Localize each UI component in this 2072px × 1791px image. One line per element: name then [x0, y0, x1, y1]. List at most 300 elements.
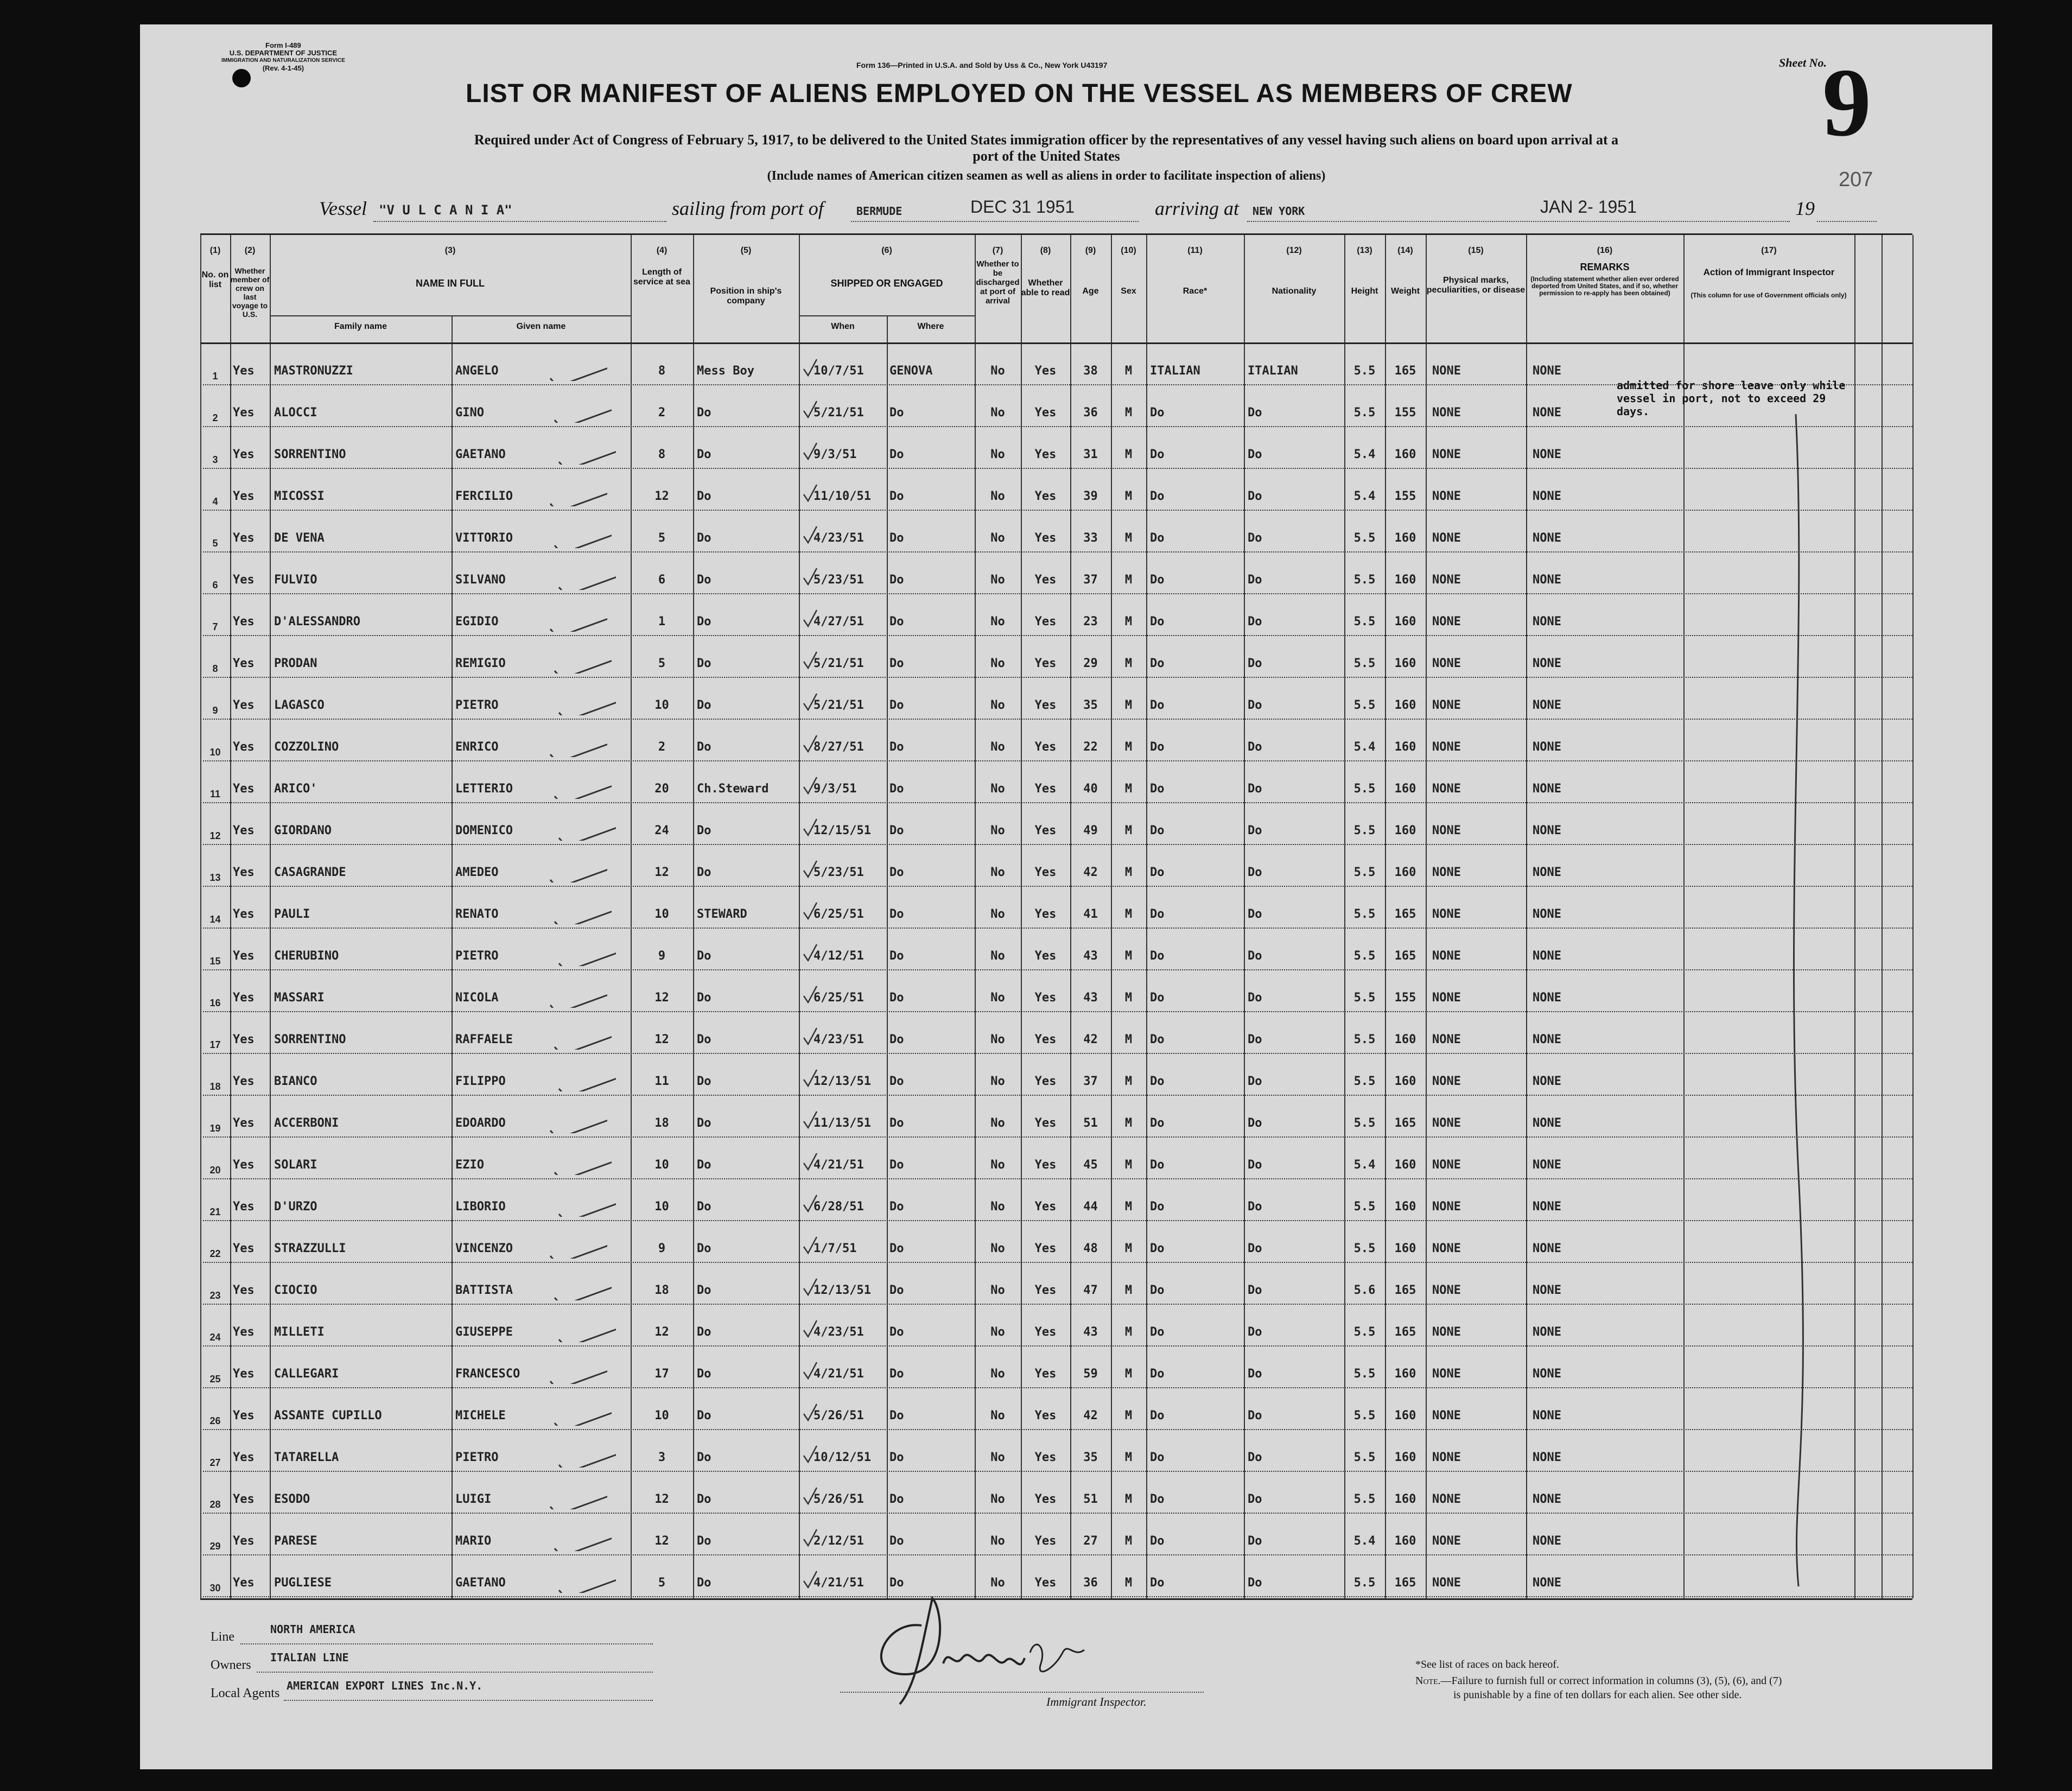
cell-nat: Do — [1248, 406, 1262, 420]
year-label: 19 — [1795, 198, 1815, 219]
col-header-marks: Physical marks, peculiarities, or disease — [1426, 276, 1526, 295]
cell-marks: NONE — [1432, 490, 1461, 503]
table-row — [200, 1430, 1912, 1472]
cell-n: 4 — [212, 496, 218, 507]
cell-service: 3 — [658, 1451, 666, 1464]
cell-race: Do — [1150, 657, 1165, 670]
cell-family: ASSANTE CUPILLO — [274, 1409, 382, 1422]
col-header-crew: Whether member of crew on last voyage to U.S. — [230, 266, 270, 319]
cell-n: 22 — [209, 1248, 221, 1259]
cell-when: 4/23/51 — [813, 1325, 864, 1339]
cell-read: Yes — [1034, 1200, 1057, 1214]
col-header-action: Action of Immigrant Inspector — [1703, 267, 1835, 277]
cell-service: 17 — [654, 1367, 669, 1381]
cell-family: MICOSSI — [274, 490, 325, 503]
cell-remarks: NONE — [1533, 824, 1561, 837]
cell-when: 6/28/51 — [813, 1200, 864, 1214]
cell-n: 20 — [209, 1165, 221, 1176]
col-header-remarks-note: (Including statement whether alien ever ordered deported from United States, and if so, whether permission to re-apply has been obtained) — [1530, 275, 1679, 297]
table-row — [200, 1347, 1912, 1388]
cell-service: 5 — [658, 1576, 666, 1590]
col-header-no: No. on list — [201, 270, 229, 289]
cell-height: 5.4 — [1353, 740, 1376, 754]
tick-icon — [803, 441, 862, 462]
cell-service: 24 — [654, 824, 669, 837]
cell-n: 5 — [212, 538, 218, 549]
cell-read: Yes — [1034, 782, 1057, 796]
cell-nat: Do — [1248, 949, 1262, 963]
col-header-race: Race* — [1183, 287, 1207, 296]
cell-n: 24 — [209, 1332, 221, 1343]
col-header-remarks: REMARKS — [1580, 262, 1630, 272]
cell-family: GIORDANO — [274, 824, 332, 837]
cell-position: Do — [697, 1576, 711, 1590]
cell-when: 5/26/51 — [813, 1409, 864, 1422]
cell-read: Yes — [1034, 573, 1057, 587]
col-num-16: (16) — [1597, 246, 1613, 255]
cell-disch: No — [990, 573, 1005, 587]
cell-weight: 160 — [1394, 1492, 1416, 1506]
cell-age: 42 — [1083, 1033, 1098, 1046]
cell-crew: Yes — [233, 1492, 255, 1506]
cell-disch: No — [990, 1242, 1005, 1255]
cell-where: Do — [889, 531, 904, 545]
cell-sex: M — [1124, 1284, 1133, 1297]
cell-weight: 165 — [1394, 907, 1416, 921]
check-mark-icon — [556, 1195, 616, 1217]
cell-race: Do — [1150, 1325, 1165, 1339]
cell-where: Do — [889, 1576, 904, 1590]
check-mark-icon — [552, 1279, 612, 1300]
cell-when: 4/23/51 — [813, 1033, 864, 1046]
race-note: *See list of races on back hereof. — [1415, 1659, 1559, 1671]
cell-race: Do — [1150, 740, 1165, 754]
cell-position: Do — [697, 448, 711, 461]
cell-position: Do — [697, 949, 711, 963]
cell-age: 45 — [1083, 1158, 1098, 1172]
cell-family: CALLEGARI — [274, 1367, 339, 1381]
col-header-weight: Weight — [1390, 287, 1420, 296]
cell-height: 5.5 — [1353, 949, 1376, 963]
cell-nat: Do — [1248, 1200, 1262, 1214]
cell-where: Do — [889, 490, 904, 503]
cell-position: Do — [697, 698, 711, 712]
cell-position: Do — [697, 657, 711, 670]
cell-where: Do — [889, 406, 904, 420]
cell-sex: M — [1124, 1325, 1133, 1339]
cell-nat: Do — [1248, 1492, 1262, 1506]
cell-where: Do — [889, 824, 904, 837]
cell-sex: M — [1124, 949, 1133, 963]
cell-age: 47 — [1083, 1284, 1098, 1297]
cell-nat: Do — [1248, 1284, 1262, 1297]
col-num-4: (4) — [656, 246, 668, 255]
check-mark-icon — [548, 1488, 607, 1509]
cell-remarks: NONE — [1533, 657, 1561, 670]
cell-remarks: NONE — [1533, 1325, 1561, 1339]
cell-marks: NONE — [1432, 1242, 1461, 1255]
cell-service: 12 — [654, 1534, 669, 1548]
cell-race: Do — [1150, 1492, 1165, 1506]
cell-nat: Do — [1248, 657, 1262, 670]
cell-sex: M — [1124, 991, 1133, 1005]
cell-read: Yes — [1034, 1576, 1057, 1590]
cell-nat: Do — [1248, 490, 1262, 503]
cell-n: 2 — [212, 412, 218, 423]
cell-n: 28 — [209, 1499, 221, 1510]
col-num-2: (2) — [244, 246, 256, 255]
cell-position: Do — [697, 490, 711, 503]
cell-height: 5.4 — [1353, 1534, 1376, 1548]
cell-read: Yes — [1034, 1367, 1057, 1381]
cell-age: 33 — [1083, 531, 1098, 545]
cell-n: 9 — [212, 705, 218, 716]
check-mark-icon — [552, 652, 612, 674]
cell-nat: Do — [1248, 1409, 1262, 1422]
cell-crew: Yes — [233, 1116, 255, 1130]
cell-nat: Do — [1248, 1158, 1262, 1172]
cell-read: Yes — [1034, 615, 1057, 628]
col-num-7: (7) — [992, 246, 1003, 255]
vessel-label: Vessel — [319, 198, 367, 219]
cell-position: Do — [697, 1242, 711, 1255]
cell-family: CIOCIO — [274, 1284, 317, 1297]
cell-nat: Do — [1248, 698, 1262, 712]
cell-given: ANGELO — [455, 364, 499, 378]
cell-marks: NONE — [1432, 1284, 1461, 1297]
cell-disch: No — [990, 949, 1005, 963]
cell-service: 8 — [658, 448, 666, 461]
cell-where: Do — [889, 1451, 904, 1464]
cell-given: GAETANO — [455, 1576, 506, 1590]
tick-icon — [803, 1402, 862, 1424]
cell-height: 5.5 — [1353, 1576, 1376, 1590]
cell-nat: Do — [1248, 615, 1262, 628]
cell-disch: No — [990, 782, 1005, 796]
cell-where: GENOVA — [889, 364, 933, 378]
cell-sex: M — [1124, 866, 1133, 879]
cell-weight: 160 — [1394, 1451, 1416, 1464]
cell-age: 41 — [1083, 907, 1098, 921]
table-row — [200, 469, 1912, 511]
cell-weight: 160 — [1394, 1367, 1416, 1381]
cell-race: ITALIAN — [1150, 364, 1200, 378]
tick-icon — [803, 1193, 862, 1215]
col-num-6: (6) — [881, 246, 892, 255]
cell-crew: Yes — [233, 1409, 255, 1422]
cell-age: 43 — [1083, 991, 1098, 1005]
cell-crew: Yes — [233, 1075, 255, 1088]
cell-sex: M — [1124, 1451, 1133, 1464]
inspector-label: Immigrant Inspector. — [1046, 1695, 1147, 1709]
cell-position: Do — [697, 1158, 711, 1172]
fine-note-text: —Failure to furnish full or correct information in columns (3), (5), (6), and (7) — [1440, 1675, 1782, 1687]
dept-line: U.S. DEPARTMENT OF JUSTICE — [229, 49, 338, 57]
cell-service: 18 — [654, 1116, 669, 1130]
col-header-height: Height — [1351, 287, 1378, 296]
cell-sex: M — [1124, 1367, 1133, 1381]
cell-when: 9/3/51 — [813, 782, 857, 796]
check-mark-icon — [548, 735, 607, 757]
cell-crew: Yes — [233, 907, 255, 921]
cell-given: EDOARDO — [455, 1116, 506, 1130]
cell-when: 2/12/51 — [813, 1534, 864, 1548]
cell-age: 38 — [1083, 364, 1098, 378]
cell-n: 23 — [209, 1290, 221, 1301]
cell-age: 29 — [1083, 657, 1098, 670]
cell-nat: Do — [1248, 1242, 1262, 1255]
cell-read: Yes — [1034, 657, 1057, 670]
cell-race: Do — [1150, 1200, 1165, 1214]
cell-position: STEWARD — [697, 907, 747, 921]
cell-age: 37 — [1083, 1075, 1098, 1088]
vessel-name: "V U L C A N I A" — [379, 202, 512, 218]
cell-nat: Do — [1248, 531, 1262, 545]
cell-when: 12/13/51 — [813, 1075, 871, 1088]
tick-icon — [803, 691, 862, 713]
cell-age: 37 — [1083, 573, 1098, 587]
cell-height: 5.5 — [1353, 657, 1376, 670]
cell-nat: Do — [1248, 866, 1262, 879]
cell-weight: 160 — [1394, 1075, 1416, 1088]
table-row — [200, 1054, 1912, 1096]
table-row — [200, 1179, 1912, 1221]
cell-service: 20 — [654, 782, 669, 796]
cell-weight: 160 — [1394, 1033, 1416, 1046]
cell-service: 8 — [658, 364, 666, 378]
cell-marks: NONE — [1432, 949, 1461, 963]
cell-given: PIETRO — [455, 1451, 499, 1464]
manifest-sheet — [140, 24, 1992, 1769]
cell-race: Do — [1150, 991, 1165, 1005]
cell-position: Do — [697, 531, 711, 545]
table-row — [200, 845, 1912, 887]
cell-race: Do — [1150, 1158, 1165, 1172]
cell-where: Do — [889, 1284, 904, 1297]
cell-height: 5.4 — [1353, 448, 1376, 461]
tick-icon — [803, 566, 862, 588]
cell-disch: No — [990, 531, 1005, 545]
cell-family: DE VENA — [274, 531, 325, 545]
cell-given: LETTERIO — [455, 782, 513, 796]
cell-n: 29 — [209, 1541, 221, 1552]
cell-n: 15 — [209, 956, 221, 967]
tick-icon — [803, 1235, 862, 1256]
cell-age: 27 — [1083, 1534, 1098, 1548]
cell-age: 59 — [1083, 1367, 1098, 1381]
cell-disch: No — [990, 1033, 1005, 1046]
cell-crew: Yes — [233, 740, 255, 754]
cell-remarks: NONE — [1533, 1284, 1561, 1297]
owners-label: Owners — [211, 1658, 251, 1672]
cell-given: LUIGI — [455, 1492, 492, 1506]
cell-family: MILLETI — [274, 1325, 325, 1339]
cell-read: Yes — [1034, 531, 1057, 545]
cell-nat: Do — [1248, 1325, 1262, 1339]
check-mark-icon — [552, 903, 612, 924]
cell-marks: NONE — [1432, 1367, 1461, 1381]
cell-race: Do — [1150, 448, 1165, 461]
check-mark-icon — [548, 986, 607, 1008]
tick-icon — [803, 1151, 862, 1173]
cell-height: 5.5 — [1353, 1116, 1376, 1130]
check-mark-icon — [556, 568, 616, 590]
cell-where: Do — [889, 1116, 904, 1130]
cell-given: MARIO — [455, 1534, 492, 1548]
cell-weight: 165 — [1394, 364, 1416, 378]
cell-crew: Yes — [233, 1534, 255, 1548]
line-label: Line — [211, 1630, 234, 1644]
cell-sex: M — [1124, 1200, 1133, 1214]
cell-read: Yes — [1034, 740, 1057, 754]
cell-weight: 160 — [1394, 1200, 1416, 1214]
cell-when: 4/21/51 — [813, 1576, 864, 1590]
col-num-12: (12) — [1286, 246, 1302, 255]
sailing-port: BERMUDE — [856, 205, 902, 218]
cell-remarks: NONE — [1533, 1242, 1561, 1255]
col-header-when: When — [831, 322, 855, 331]
cell-where: Do — [889, 991, 904, 1005]
cell-where: Do — [889, 782, 904, 796]
cell-read: Yes — [1034, 1242, 1057, 1255]
cell-given: RAFFAELE — [455, 1033, 513, 1046]
form-id-block — [221, 42, 345, 72]
cell-crew: Yes — [233, 991, 255, 1005]
cell-read: Yes — [1034, 824, 1057, 837]
cell-crew: Yes — [233, 1325, 255, 1339]
cell-service: 10 — [654, 1409, 669, 1422]
cell-disch: No — [990, 1451, 1005, 1464]
cell-where: Do — [889, 907, 904, 921]
cell-race: Do — [1150, 1075, 1165, 1088]
cell-read: Yes — [1034, 406, 1057, 420]
cell-crew: Yes — [233, 490, 255, 503]
cell-where: Do — [889, 1325, 904, 1339]
cell-weight: 165 — [1394, 949, 1416, 963]
cell-weight: 165 — [1394, 1325, 1416, 1339]
table-row — [200, 1514, 1912, 1555]
cell-nat: Do — [1248, 907, 1262, 921]
cell-where: Do — [889, 1075, 904, 1088]
cell-position: Ch.Steward — [697, 782, 769, 796]
tick-icon — [803, 900, 862, 922]
cell-when: 4/12/51 — [813, 949, 864, 963]
cell-service: 2 — [658, 406, 666, 420]
cell-height: 5.5 — [1353, 573, 1376, 587]
table-row — [200, 1472, 1912, 1514]
cell-disch: No — [990, 1325, 1005, 1339]
table-row — [200, 594, 1912, 636]
cell-given: PIETRO — [455, 698, 499, 712]
cell-remarks: NONE — [1533, 949, 1561, 963]
cell-where: Do — [889, 1492, 904, 1506]
cell-disch: No — [990, 1284, 1005, 1297]
cell-family: CHERUBINO — [274, 949, 339, 963]
cell-where: Do — [889, 866, 904, 879]
cell-marks: NONE — [1432, 657, 1461, 670]
table-row — [200, 1388, 1912, 1430]
cell-when: 5/26/51 — [813, 1492, 864, 1506]
col-num-10: (10) — [1121, 246, 1136, 255]
sailing-date: DEC 31 1951 — [970, 197, 1075, 217]
cell-height: 5.5 — [1353, 824, 1376, 837]
table-row — [200, 636, 1912, 678]
cell-family: D'URZO — [274, 1200, 317, 1214]
col-header-family: Family name — [334, 322, 387, 331]
cell-family: FULVIO — [274, 573, 317, 587]
cell-position: Do — [697, 1367, 711, 1381]
col-num-14: (14) — [1397, 246, 1413, 255]
cell-disch: No — [990, 698, 1005, 712]
cell-marks: NONE — [1432, 1534, 1461, 1548]
cell-n: 6 — [212, 580, 218, 590]
cell-marks: NONE — [1432, 907, 1461, 921]
cell-given: NICOLA — [455, 991, 499, 1005]
cell-age: 43 — [1083, 1325, 1098, 1339]
cell-remarks: NONE — [1533, 698, 1561, 712]
table-row — [200, 427, 1912, 469]
cell-service: 12 — [654, 1033, 669, 1046]
cell-sex: M — [1124, 1158, 1133, 1172]
cell-n: 25 — [209, 1374, 221, 1384]
cell-n: 3 — [212, 454, 218, 465]
col-num-8: (8) — [1040, 246, 1051, 255]
cell-remarks: NONE — [1533, 1116, 1561, 1130]
cell-crew: Yes — [233, 866, 255, 879]
cell-service: 11 — [654, 1075, 669, 1088]
cell-height: 5.5 — [1353, 1451, 1376, 1464]
cell-read: Yes — [1034, 364, 1057, 378]
cell-position: Do — [697, 1033, 711, 1046]
cell-service: 12 — [654, 991, 669, 1005]
cell-given: AMEDEO — [455, 866, 499, 879]
table-row — [200, 1012, 1912, 1054]
check-mark-icon — [556, 1571, 616, 1593]
cell-given: EGIDIO — [455, 615, 499, 628]
cell-crew: Yes — [233, 615, 255, 628]
tick-icon — [803, 1360, 862, 1382]
arriving-port: NEW YORK — [1253, 205, 1305, 218]
cell-given: REMIGIO — [455, 657, 506, 670]
cell-marks: NONE — [1432, 573, 1461, 587]
cell-crew: Yes — [233, 1367, 255, 1381]
tick-icon — [803, 357, 862, 379]
table-row — [200, 511, 1912, 552]
cell-n: 7 — [212, 621, 218, 632]
cell-given: GAETANO — [455, 448, 506, 461]
cell-race: Do — [1150, 1534, 1165, 1548]
cell-position: Do — [697, 1075, 711, 1088]
cell-height: 5.5 — [1353, 782, 1376, 796]
cell-sex: M — [1124, 1033, 1133, 1046]
cell-race: Do — [1150, 1576, 1165, 1590]
cell-n: 1 — [212, 371, 218, 382]
cell-marks: NONE — [1432, 1409, 1461, 1422]
cell-service: 5 — [658, 657, 666, 670]
printer-line: Form 136—Printed in U.S.A. and Sold by Uss & Co., New York U43197 — [856, 61, 1108, 69]
cell-marks: NONE — [1432, 406, 1461, 420]
cell-service: 18 — [654, 1284, 669, 1297]
cell-read: Yes — [1034, 1158, 1057, 1172]
cell-sex: M — [1124, 657, 1133, 670]
cell-marks: NONE — [1432, 782, 1461, 796]
cell-disch: No — [990, 866, 1005, 879]
cell-nat: Do — [1248, 448, 1262, 461]
table-row — [200, 720, 1912, 761]
cell-marks: NONE — [1432, 615, 1461, 628]
owners-value: ITALIAN LINE — [270, 1651, 349, 1664]
agents-value: AMERICAN EXPORT LINES Inc.N.Y. — [287, 1679, 483, 1692]
